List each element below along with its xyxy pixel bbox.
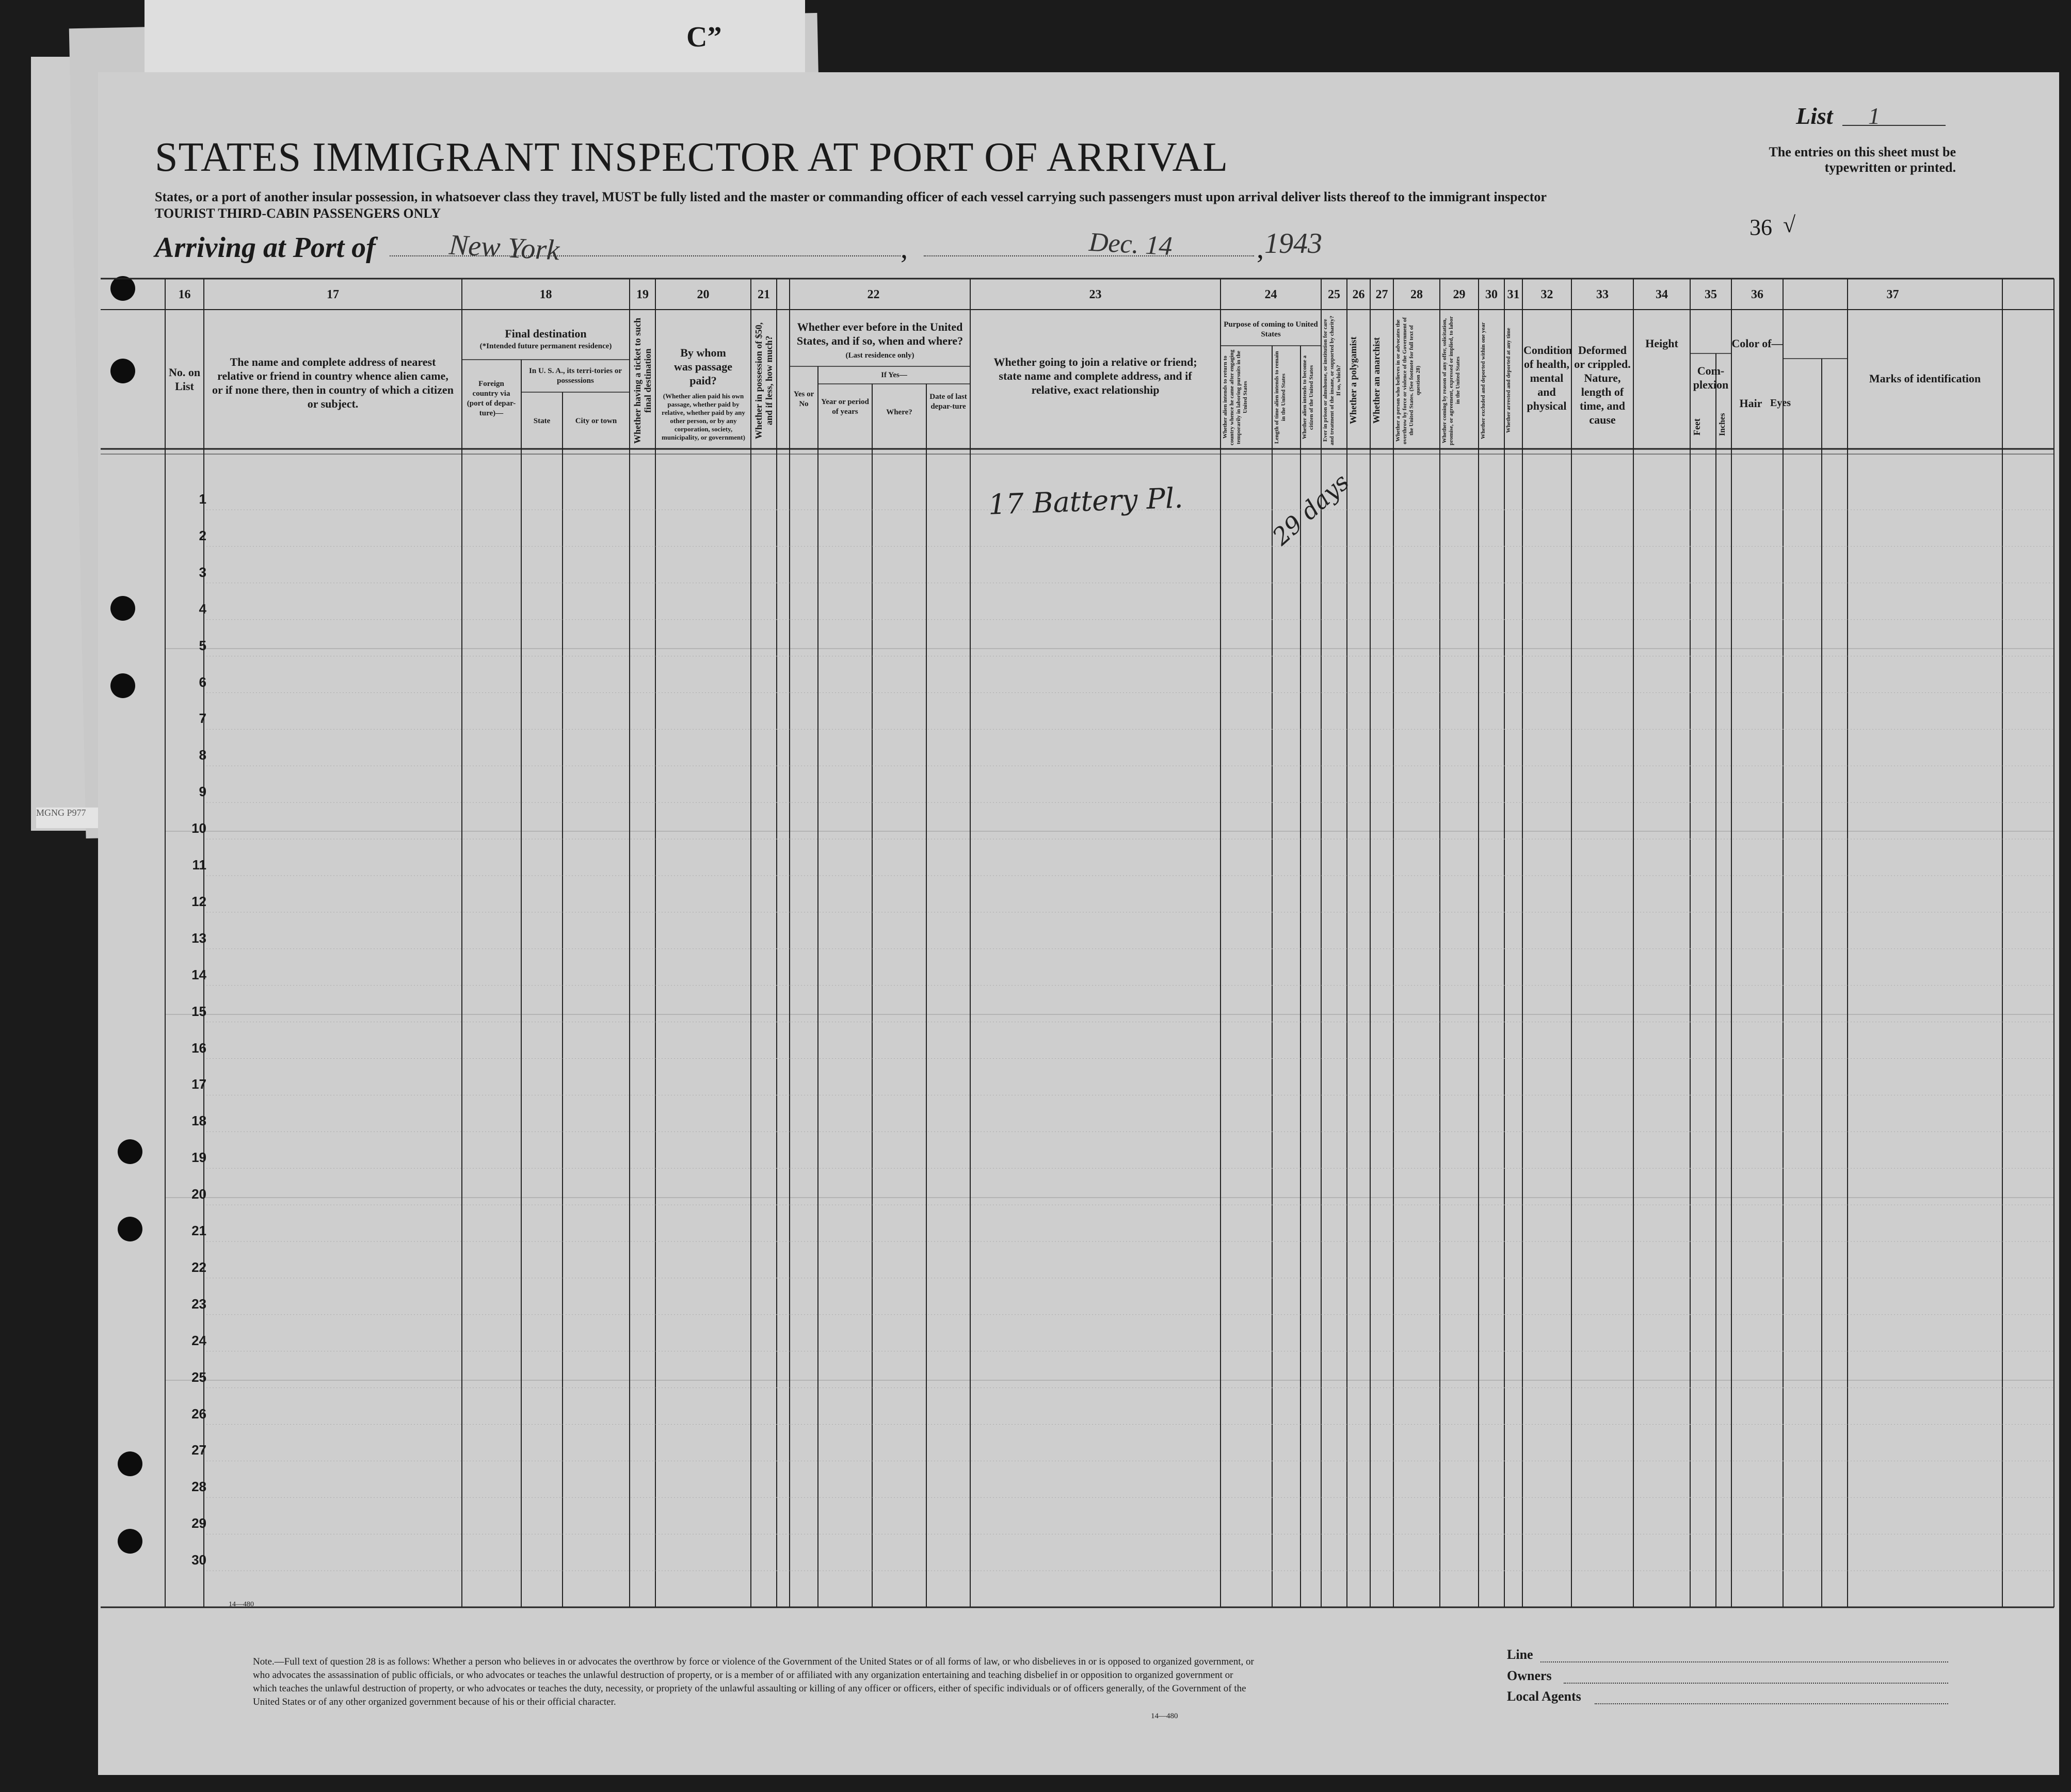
col-22-ifyes-header: If Yes— <box>881 371 907 379</box>
row-number: 28 <box>191 1479 206 1495</box>
col-22-header: Whether ever before in the United States, and if so, when and where? <box>796 320 964 347</box>
col-34-header: Height <box>1645 337 1678 350</box>
col-36-hair-header: Hair <box>1739 397 1762 410</box>
passenger-class-heading: TOURIST THIRD-CABIN PASSENGERS ONLY <box>155 206 441 221</box>
col-22-where-header: Where? <box>886 408 912 416</box>
footer-form-code: 14—480 <box>1151 1712 1178 1720</box>
list-number-value: 1 <box>1868 103 1880 129</box>
col-36-eyes-header: Eyes <box>1770 397 1791 409</box>
col-18-subheader: (*Intended future permanent residence) <box>479 342 612 350</box>
col-18-usa-header: In U. S. A., its terri-tories or possessions <box>529 367 622 385</box>
col-32-number: 32 <box>1540 288 1553 301</box>
col-20-number: 20 <box>697 288 710 301</box>
check-mark-icon: √ <box>1783 212 1796 237</box>
row-number: 26 <box>191 1406 206 1422</box>
page-title: STATES IMMIGRANT INSPECTOR AT PORT OF ARRIVAL <box>155 135 1229 180</box>
col-18-foreign-header: Foreign country via (port of depar-ture)— <box>467 380 516 417</box>
sheet-number: 36 <box>1749 215 1772 240</box>
instructions-text: States, or a port of another insular possession, in whatsoever class they travel, MUST be fully listed and the master or commanding officer of each vessel carrying such passengers must upon arrival deliver lists thereof to the immigrant inspector <box>155 189 1547 204</box>
question-28-footnote: Note.—Full text of question 28 is as follows: Whether a person who believes in or advocates the overthrow by force or violence of the Government of the United States or of all forms of law, or who disbelieves in or is opposed to organized government, or who advocates the assassination of public officials, or who advocates or teaches the unlawful destruction of property, or is a member of or affiliated with any organization entertaining and teaching disbelief in or opposition to organized government or which teaches the unlawful destruction of property, or who advocates or teaches the duty, necessity, or propriety of the unlawful assaulting or killing of any officer or officers, either of specific individuals or of officers generally, of the Government of the United States or of any other organized government because of his or their official character. <box>253 1656 1254 1707</box>
list-label: List <box>1796 103 1833 129</box>
row-number: 9 <box>199 784 206 800</box>
col-33-number: 33 <box>1596 288 1609 301</box>
col-24-number: 24 <box>1264 288 1277 301</box>
col-31-header: Whether arrested and deported at any time <box>1505 328 1512 433</box>
line-label: Line <box>1507 1647 1533 1662</box>
row-number: 25 <box>191 1369 206 1385</box>
row-number: 23 <box>191 1296 206 1312</box>
row-number: 18 <box>191 1113 206 1129</box>
arrival-port-value: New York <box>448 229 560 267</box>
col-24-citizen-header: Whether alien intends to become a citizen of the United States <box>1302 355 1314 440</box>
arrival-year-value: 1943 <box>1264 228 1322 260</box>
col-18-city-header: City or town <box>575 417 617 425</box>
row-number: 13 <box>191 930 206 946</box>
col-22-subheader: (Last residence only) <box>845 351 914 360</box>
col-25-header: Ever in prison or almshouse, or institution for care and treatment of the insane, or supported by charity? If so, which? <box>1322 315 1342 446</box>
col-18-number: 18 <box>539 288 552 301</box>
form-code-mark: 14—480 <box>229 1601 254 1608</box>
col-24-header: Purpose of coming to United States <box>1224 320 1318 338</box>
row-number: 21 <box>191 1223 206 1238</box>
local-agents-field-line <box>1595 1703 1948 1704</box>
row-number: 8 <box>199 747 206 763</box>
owners-field-line <box>1564 1683 1948 1684</box>
col-23-header: Whether going to join a relative or friend; state name and complete address, and if relative, exact relationship <box>993 356 1197 396</box>
arrival-comma: , <box>901 233 908 265</box>
row-number: 17 <box>191 1076 206 1092</box>
col-33-header: Deformed or crippled. Nature, length of time, and cause <box>1574 344 1631 426</box>
col-16-number: 16 <box>178 288 191 301</box>
col-19-number: 19 <box>636 288 649 301</box>
col-28-number: 28 <box>1410 288 1423 301</box>
col-32-header: Condition of health, mental and physical <box>1523 344 1572 412</box>
row-number: 2 <box>199 527 206 543</box>
col-16-header: No. on List <box>168 366 201 393</box>
col-30-number: 30 <box>1485 288 1498 301</box>
manifest-page <box>98 72 2059 1775</box>
col-19-header: Whether having a ticket to such final destination <box>632 317 653 444</box>
col-22-date-header: Date of last depar-ture <box>929 393 967 411</box>
col-21-header: Whether in possession of $50, and if less, how much? <box>753 322 774 439</box>
row-number: 7 <box>199 711 206 727</box>
col-21-number: 21 <box>758 288 770 301</box>
row-number: 24 <box>191 1332 206 1348</box>
row-number: 3 <box>199 564 206 580</box>
row-number: 19 <box>191 1150 206 1166</box>
col-26-header: Whether a polygamist <box>1348 336 1358 425</box>
col-18-header: Final destination <box>505 327 587 340</box>
row-1-relative-address: 17 Battery Pl. <box>988 481 1184 521</box>
col-36-number: 36 <box>1751 288 1763 301</box>
row-number: 14 <box>191 966 206 982</box>
col-22-period-header: Year or period of years <box>821 398 869 416</box>
col-30-header: Whether excluded and deported within one year <box>1480 322 1486 439</box>
col-29-header: Whether coming by reason of any offer, solicitation, promise, or agreement, expressed or implied, to labor in the United States <box>1441 316 1461 445</box>
col-35-number: 35 <box>1705 288 1717 301</box>
col-18-state-header: State <box>533 417 551 425</box>
owners-label: Owners <box>1507 1668 1552 1683</box>
col-26-number: 26 <box>1352 288 1365 301</box>
row-1-length-of-stay: 29 days <box>1267 467 1355 551</box>
col-29-number: 29 <box>1453 288 1466 301</box>
arrival-label: Arriving at Port of <box>155 232 376 264</box>
line-field-line <box>1540 1661 1948 1662</box>
col-37-number: 37 <box>1886 288 1899 301</box>
col-34-number: 34 <box>1656 288 1668 301</box>
col-17-number: 17 <box>327 288 339 301</box>
row-number: 10 <box>191 820 206 836</box>
col-23-number: 23 <box>1089 288 1102 301</box>
row-number: 5 <box>199 637 206 653</box>
row-number: 27 <box>191 1442 206 1458</box>
col-34-inches-header: Inches <box>1718 413 1727 436</box>
col-22-yesno-header: Yes or No <box>793 390 814 408</box>
row-number: 1 <box>199 491 206 507</box>
col-25-number: 25 <box>1328 288 1340 301</box>
col-28-header: Whether a person who believes in or advocates the overthrow by force or violence of the Government of the United States. (See footnote for full text of question 28) <box>1395 317 1421 444</box>
row-number: 4 <box>199 601 206 617</box>
row-number: 22 <box>191 1259 206 1275</box>
col-36-header: Color of— <box>1731 337 1783 350</box>
col-24-return-header: Whether alien intends to return to country whence he came after engaging temporarily in laboring pursuits in the United States <box>1222 349 1248 445</box>
col-37-header: Marks of identification <box>1869 372 1981 385</box>
col-24-length-header: Length of time alien intends to remain in the United States <box>1274 351 1287 444</box>
col-31-number: 31 <box>1507 288 1520 301</box>
col-34-feet-header: Feet <box>1692 418 1702 435</box>
col-22-number: 22 <box>867 288 880 301</box>
row-number: 11 <box>192 857 206 873</box>
local-agents-label: Local Agents <box>1507 1689 1581 1704</box>
row-number: 30 <box>191 1552 206 1568</box>
arrival-date-value: Dec. 14 <box>1088 227 1174 262</box>
col-35-header: Com-plexion <box>1693 364 1729 391</box>
entries-note: The entries on this sheet must be typewritten or printed. <box>1769 144 1956 175</box>
back-slip-label: MGNG P977 <box>36 808 98 828</box>
col-27-header: Whether an anarchist <box>1371 337 1382 424</box>
col-27-number: 27 <box>1375 288 1388 301</box>
row-number: 12 <box>191 893 206 909</box>
row-number: 15 <box>191 1003 206 1019</box>
col-20-subheader: (Whether alien paid his own passage, whether paid by relative, whether paid by any other person, or by any corporation, society, municipality, or government) <box>662 392 745 441</box>
col-20-header: By whom was passage paid? <box>673 346 733 387</box>
row-number: 16 <box>191 1040 206 1056</box>
tab-letter: C” <box>686 21 722 53</box>
row-number: 29 <box>191 1515 206 1531</box>
col-17-header: The name and complete address of nearest relative or friend in country whence alien came, or if none there, then in country of which a citizen or subject. <box>212 356 454 410</box>
row-number: 6 <box>199 674 206 690</box>
manifest-grid <box>98 72 2059 1775</box>
arrival-comma: , <box>1257 233 1264 265</box>
row-number: 20 <box>191 1186 206 1202</box>
